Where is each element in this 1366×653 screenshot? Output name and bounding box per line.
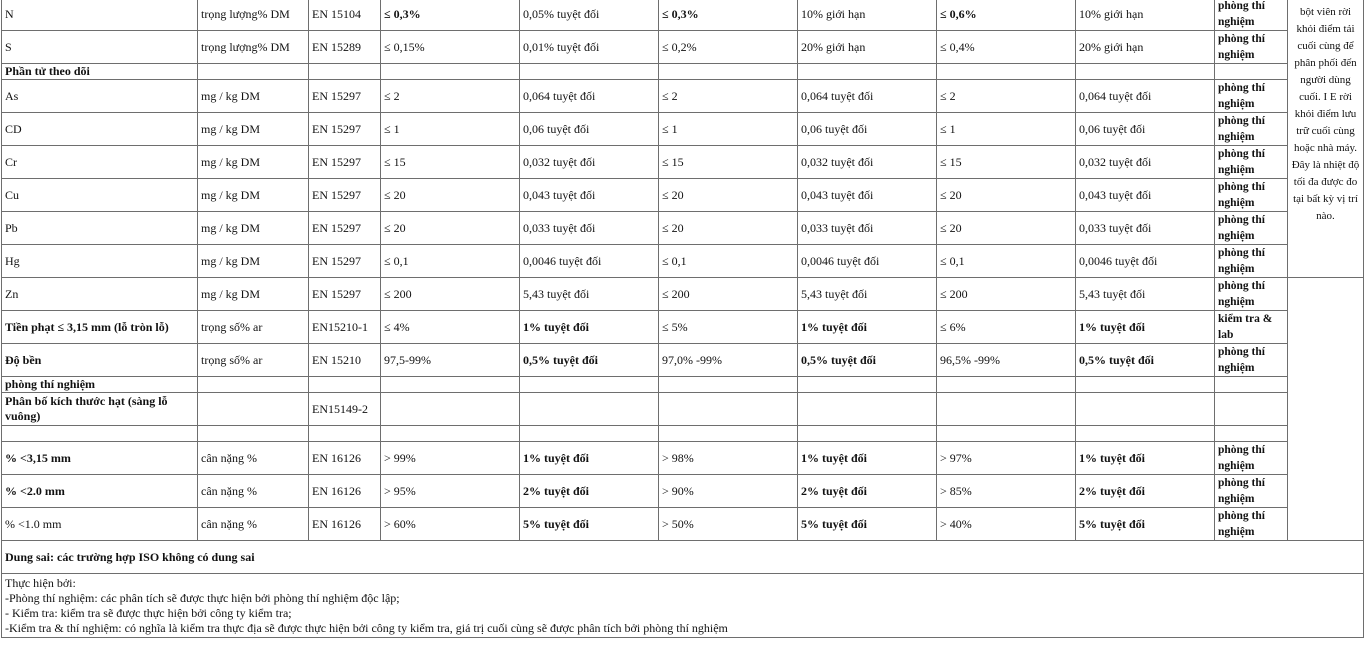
tolerance-cell: 0,064 tuyệt đối (798, 80, 937, 113)
param-cell: Zn (2, 278, 198, 311)
method-cell: EN 15297 (309, 80, 381, 113)
param-cell: % <2.0 mm (2, 475, 198, 508)
tolerance-cell: 1% tuyệt đối (798, 311, 937, 344)
table-row-cu (2, 179, 1364, 212)
param-cell: Cu (2, 179, 198, 212)
table-row-as (2, 80, 1364, 113)
tolerance-cell: 0,0046 tuyệt đối (1076, 245, 1215, 278)
tolerance-cell: 2% tuyệt đối (798, 475, 937, 508)
value-cell: ≤ 20 (937, 179, 1076, 212)
tolerance-cell: 0,0046 tuyệt đối (520, 245, 659, 278)
value-cell: 97,0% -99% (659, 344, 798, 377)
tolerance-cell: 0,06 tuyệt đối (798, 113, 937, 146)
lab-cell: phòng thí nghiệm (1215, 113, 1288, 146)
table-row-particle-distribution (2, 393, 1364, 426)
value-cell: ≤ 20 (381, 179, 520, 212)
lab-cell: phòng thí nghiệm (1215, 212, 1288, 245)
tolerance-cell: 0,01% tuyệt đối (520, 31, 659, 64)
lab-cell: phòng thí nghiệm (1215, 344, 1288, 377)
value-cell: > 90% (659, 475, 798, 508)
table-row-pb (2, 212, 1364, 245)
table-row-s (2, 31, 1364, 64)
tolerance-cell: 0,5% tuyệt đối (798, 344, 937, 377)
param-cell: CD (2, 113, 198, 146)
unit-cell: trọng số% ar (198, 311, 309, 344)
value-cell: ≤ 6% (937, 311, 1076, 344)
tolerance-cell: 0,06 tuyệt đối (1076, 113, 1215, 146)
method-cell: EN 15104 (309, 0, 381, 31)
param-cell: As (2, 80, 198, 113)
section-row-lab (2, 377, 1364, 393)
tolerance-cell: 0,043 tuyệt đối (520, 179, 659, 212)
tolerance-cell: 5% tuyệt đối (1076, 508, 1215, 541)
unit-cell: mg / kg DM (198, 146, 309, 179)
table-row-cr (2, 146, 1364, 179)
tolerance-cell: 5,43 tuyệt đối (520, 278, 659, 311)
value-cell: ≤ 0,2% (659, 31, 798, 64)
lab-cell: phòng thí nghiệm (1215, 80, 1288, 113)
tolerance-cell: 0,064 tuyệt đối (1076, 80, 1215, 113)
value-cell: ≤ 4% (381, 311, 520, 344)
unit-cell: mg / kg DM (198, 245, 309, 278)
section-row-trace-elements (2, 64, 1364, 80)
unit-cell: cân nặng % (198, 508, 309, 541)
method-cell: EN 15297 (309, 212, 381, 245)
blank-row (2, 426, 1364, 442)
table-row-hg (2, 245, 1364, 278)
value-cell: 96,5% -99% (937, 344, 1076, 377)
method-cell: EN 15210 (309, 344, 381, 377)
value-cell: ≤ 0,3% (659, 0, 798, 31)
value-cell: ≤ 20 (659, 179, 798, 212)
temperature-note: bột viên rời khỏi điểm tải cuối cùng để phân phối đến người dùng cuối. I E rời khỏi điểm lưu trữ cuối cùng hoặc nhà máy. Đây là nhiệt độ tối đa được đo tại bất kỳ vị trí nào. (1288, 0, 1364, 278)
unit-cell: mg / kg DM (198, 113, 309, 146)
param-cell: Cr (2, 146, 198, 179)
tolerance-cell: 1% tuyệt đối (520, 311, 659, 344)
value-cell: ≤ 0,3% (381, 0, 520, 31)
tolerance-cell: 10% giới hạn (798, 0, 937, 31)
param-cell: % <1.0 mm (2, 508, 198, 541)
value-cell: ≤ 15 (381, 146, 520, 179)
footer-row (2, 574, 1364, 638)
lab-cell: phòng thí nghiệm (1215, 146, 1288, 179)
tolerance-cell: 5% tuyệt đối (798, 508, 937, 541)
value-cell: ≤ 0,1 (659, 245, 798, 278)
value-cell: ≤ 0,6% (937, 0, 1076, 31)
param-cell: % <3,15 mm (2, 442, 198, 475)
tolerance-cell: 5% tuyệt đối (520, 508, 659, 541)
tolerance-cell: 0,032 tuyệt đối (520, 146, 659, 179)
unit-cell: mg / kg DM (198, 179, 309, 212)
value-cell: > 99% (381, 442, 520, 475)
tolerance-cell: 5,43 tuyệt đối (798, 278, 937, 311)
footer-line: Thực hiện bởi: (5, 576, 76, 590)
value-cell: > 85% (937, 475, 1076, 508)
table-row-fines (2, 311, 1364, 344)
value-cell: ≤ 15 (937, 146, 1076, 179)
value-cell: ≤ 0,1 (937, 245, 1076, 278)
table-row-under-1-0mm (2, 508, 1364, 541)
value-cell: > 40% (937, 508, 1076, 541)
footer-line: -Phòng thí nghiệm: các phân tích sẽ được thực hiện bởi phòng thí nghiệm độc lập; (5, 591, 400, 605)
tolerance-cell: 0,033 tuyệt đối (520, 212, 659, 245)
value-cell: > 98% (659, 442, 798, 475)
method-cell: EN15210-1 (309, 311, 381, 344)
method-cell: EN 15297 (309, 146, 381, 179)
tolerance-cell: 2% tuyệt đối (1076, 475, 1215, 508)
unit-cell: mg / kg DM (198, 80, 309, 113)
unit-cell: cân nặng % (198, 475, 309, 508)
tolerance-cell: 0,032 tuyệt đối (798, 146, 937, 179)
lab-cell: phòng thí nghiệm (1215, 31, 1288, 64)
unit-cell: trọng lượng% DM (198, 31, 309, 64)
unit-cell: mg / kg DM (198, 278, 309, 311)
lab-cell: phòng thí nghiệm (1215, 179, 1288, 212)
value-cell: ≤ 20 (937, 212, 1076, 245)
tolerance-cell: 1% tuyệt đối (798, 442, 937, 475)
lab-cell: phòng thí nghiệm (1215, 278, 1288, 311)
table-row-under-3-15mm (2, 442, 1364, 475)
value-cell: ≤ 2 (937, 80, 1076, 113)
value-cell: ≤ 2 (381, 80, 520, 113)
lab-cell: phòng thí nghiệm (1215, 442, 1288, 475)
value-cell: ≤ 1 (381, 113, 520, 146)
unit-cell: mg / kg DM (198, 212, 309, 245)
tolerance-cell: 0,032 tuyệt đối (1076, 146, 1215, 179)
lab-cell: kiểm tra & lab (1215, 311, 1288, 344)
lab-cell: phòng thí nghiệm (1215, 508, 1288, 541)
param-cell: Hg (2, 245, 198, 278)
tolerance-cell: 0,043 tuyệt đối (798, 179, 937, 212)
lab-cell: phòng thí nghiệm (1215, 245, 1288, 278)
section-heading: Phần tử theo dõi (2, 64, 198, 80)
lab-cell: phòng thí nghiệm (1215, 0, 1288, 31)
unit-cell: trọng số% ar (198, 344, 309, 377)
tolerance-cell: 20% giới hạn (798, 31, 937, 64)
value-cell: ≤ 200 (937, 278, 1076, 311)
tolerance-row (2, 541, 1364, 574)
value-cell: > 95% (381, 475, 520, 508)
table-row-zn (2, 278, 1364, 311)
tolerance-cell: 0,05% tuyệt đối (520, 0, 659, 31)
lab-cell: phòng thí nghiệm (1215, 475, 1288, 508)
unit-cell: cân nặng % (198, 442, 309, 475)
table-row-n (2, 0, 1364, 31)
tolerance-cell: 0,06 tuyệt đối (520, 113, 659, 146)
footer-line: -Kiểm tra & thí nghiệm: có nghĩa là kiểm tra thực địa sẽ được thực hiện bởi công ty kiểm tra, giá trị cuối cùng sẽ được phân tích bởi phòng thí nghiệm (5, 621, 728, 635)
tolerance-cell: 10% giới hạn (1076, 0, 1215, 31)
value-cell: ≤ 5% (659, 311, 798, 344)
value-cell: > 97% (937, 442, 1076, 475)
param-cell: Pb (2, 212, 198, 245)
tolerance-cell: 1% tuyệt đối (1076, 442, 1215, 475)
value-cell: ≤ 15 (659, 146, 798, 179)
param-cell: N (2, 0, 198, 31)
method-cell: EN 16126 (309, 442, 381, 475)
value-cell: 97,5-99% (381, 344, 520, 377)
tolerance-cell: 0,033 tuyệt đối (1076, 212, 1215, 245)
tolerance-cell: 20% giới hạn (1076, 31, 1215, 64)
value-cell: ≤ 1 (937, 113, 1076, 146)
param-cell: Phân bố kích thước hạt (sàng lỗ vuông) (2, 393, 198, 426)
section-heading: phòng thí nghiệm (2, 377, 198, 393)
tolerance-note: Dung sai: các trường hợp ISO không có dung sai (2, 541, 1364, 574)
tolerance-cell: 0,5% tuyệt đối (1076, 344, 1215, 377)
method-cell: EN15149-2 (309, 393, 381, 426)
tolerance-cell: 0,0046 tuyệt đối (798, 245, 937, 278)
tolerance-cell: 2% tuyệt đối (520, 475, 659, 508)
value-cell: ≤ 1 (659, 113, 798, 146)
specification-table (1, 0, 1364, 638)
value-cell: ≤ 0,4% (937, 31, 1076, 64)
method-cell: EN 15297 (309, 113, 381, 146)
value-cell: ≤ 20 (381, 212, 520, 245)
value-cell: ≤ 20 (659, 212, 798, 245)
tolerance-cell: 0,043 tuyệt đối (1076, 179, 1215, 212)
table-row-cd (2, 113, 1364, 146)
tolerance-cell: 1% tuyệt đối (520, 442, 659, 475)
method-cell: EN 15297 (309, 179, 381, 212)
value-cell: > 50% (659, 508, 798, 541)
tolerance-cell: 1% tuyệt đối (1076, 311, 1215, 344)
param-cell: Tiền phạt ≤ 3,15 mm (lỗ tròn lỗ) (2, 311, 198, 344)
value-cell: ≤ 2 (659, 80, 798, 113)
tolerance-cell: 5,43 tuyệt đối (1076, 278, 1215, 311)
value-cell: ≤ 200 (381, 278, 520, 311)
footer-line: - Kiểm tra: kiểm tra sẽ được thực hiện bởi công ty kiểm tra; (5, 606, 292, 620)
value-cell: ≤ 0,1 (381, 245, 520, 278)
method-cell: EN 15289 (309, 31, 381, 64)
method-cell: EN 15297 (309, 245, 381, 278)
tolerance-cell: 0,033 tuyệt đối (798, 212, 937, 245)
tolerance-cell: 0,064 tuyệt đối (520, 80, 659, 113)
table-row-under-2-0mm (2, 475, 1364, 508)
table-row-durability (2, 344, 1364, 377)
value-cell: ≤ 0,15% (381, 31, 520, 64)
value-cell: ≤ 200 (659, 278, 798, 311)
method-cell: EN 15297 (309, 278, 381, 311)
param-cell: Độ bền (2, 344, 198, 377)
value-cell: > 60% (381, 508, 520, 541)
footer-notes (2, 574, 1364, 638)
tolerance-cell: 0,5% tuyệt đối (520, 344, 659, 377)
unit-cell: trọng lượng% DM (198, 0, 309, 31)
method-cell: EN 16126 (309, 508, 381, 541)
param-cell: S (2, 31, 198, 64)
method-cell: EN 16126 (309, 475, 381, 508)
